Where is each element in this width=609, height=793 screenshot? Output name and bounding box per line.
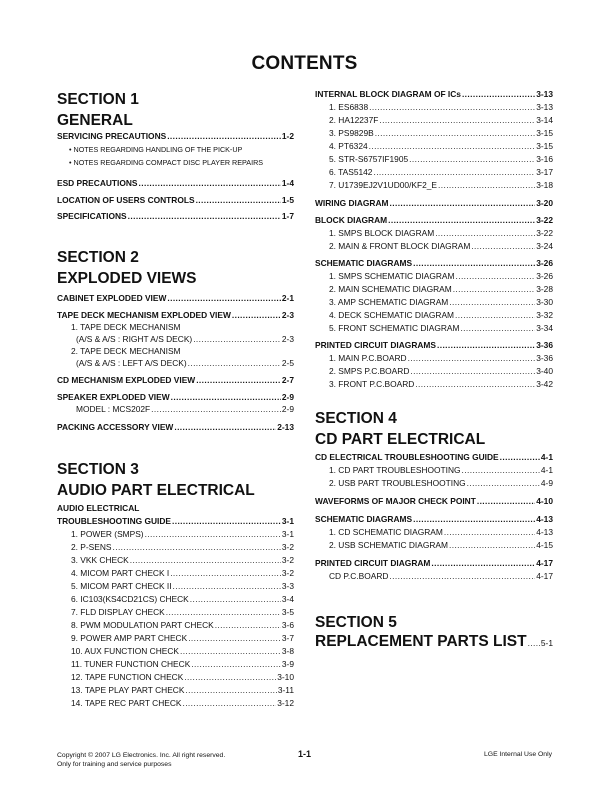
toc-subentry[interactable] [315, 310, 553, 321]
toc-subentry-label: 2. USB SCHEMATIC DIAGRAM [329, 540, 448, 550]
toc-entry-label: LOCATION OF USERS CONTROLS [57, 195, 195, 205]
toc-subentry-page: 3-18 [536, 180, 553, 190]
toc-subentry-page: 4-1 [540, 465, 553, 475]
toc-entry-page: 2-13 [277, 422, 294, 432]
toc-subentry-page: 3-28 [536, 284, 553, 294]
toc-subentry-label: MODEL : MCS202F [76, 404, 151, 414]
toc-subentry[interactable] [315, 154, 553, 165]
toc-subentry[interactable] [57, 404, 294, 415]
toc-subentry-page: 3-3 [281, 581, 294, 591]
toc-subentry-page: 4-17 [536, 571, 553, 581]
toc-subentry[interactable] [315, 527, 553, 538]
page-number: 1-1 [297, 749, 311, 759]
toc-entry-label: PRINTED CIRCUIT DIAGRAMS [315, 340, 436, 350]
toc-entry-page: 1-4 [281, 178, 294, 188]
toc-subentry-label: 5. STR-S6757IF1905 [329, 154, 409, 164]
training-text: Only for training and service purposes [57, 761, 172, 768]
toc-subentry-label: 11. TUNER FUNCTION CHECK [71, 659, 191, 669]
toc-entry[interactable] [57, 422, 294, 433]
toc-entry-page: 5-1 [540, 638, 553, 648]
toc-entry-label: TROUBLESHOOTING GUIDE [57, 516, 171, 526]
toc-entry-page: 4-1 [540, 452, 553, 462]
toc-subentry-page: 3-32 [536, 310, 553, 320]
section-2-title: EXPLODED VIEWS [57, 270, 197, 287]
toc-subentry-label: 10. AUX FUNCTION CHECK [71, 646, 179, 656]
toc-subentry-page: 4-15 [536, 540, 553, 550]
toc-entry[interactable] [57, 178, 294, 189]
toc-subentry-page: 3-16 [536, 154, 553, 164]
toc-subentry-page: 3-42 [536, 379, 553, 389]
toc-entry[interactable] [57, 131, 294, 142]
toc-entry [57, 503, 294, 514]
toc-subentry-page: 3-8 [281, 646, 294, 656]
toc-subentry-page: 3-13 [536, 102, 553, 112]
toc-entry-label: AUDIO ELECTRICAL [57, 503, 140, 513]
toc-entry-label: SCHEMATIC DIAGRAMS [315, 258, 413, 268]
toc-entry[interactable] [315, 258, 553, 269]
toc-subentry[interactable] [315, 297, 553, 308]
toc-subentry[interactable] [315, 167, 553, 178]
toc-subentry[interactable] [57, 334, 294, 345]
toc-subentry-label: 5. MICOM PART CHECK II [71, 581, 172, 591]
toc-subentry-label: 2. HA12237F [329, 115, 379, 125]
toc-entry-label: PACKING ACCESSORY VIEW [57, 422, 174, 432]
toc-subentry-page: 3-30 [536, 297, 553, 307]
toc-subentry-label: 13. TAPE PLAY PART CHECK [71, 685, 185, 695]
toc-entry-label: ESD PRECAUTIONS [57, 178, 138, 188]
toc-entry[interactable] [315, 198, 553, 209]
toc-subentry[interactable] [57, 607, 294, 618]
toc-entry[interactable] [315, 340, 553, 351]
toc-subentry-page: 3-15 [536, 141, 553, 151]
toc-subentry-page: 3-5 [281, 607, 294, 617]
toc-entry-page: 2-7 [281, 375, 294, 385]
toc-entry-label: TAPE DECK MECHANISM EXPLODED VIEW [57, 310, 231, 320]
toc-subentry[interactable] [315, 141, 553, 152]
toc-subentry[interactable] [57, 659, 294, 670]
toc-subentry-label: CD P.C.BOARD [329, 571, 389, 581]
toc-entry-label: SPECIFICATIONS [57, 211, 127, 221]
toc-subentry-label: 1. MAIN P.C.BOARD [329, 353, 407, 363]
toc-subentry-page: 2-9 [281, 404, 294, 414]
toc-subentry[interactable] [57, 672, 294, 683]
toc-subentry-page: 3-26 [536, 271, 553, 281]
toc-subentry[interactable] [57, 568, 294, 579]
toc-subentry[interactable] [315, 128, 553, 139]
toc-subentry-label: 9. POWER AMP PART CHECK [71, 633, 188, 643]
toc-entry-page: 3-13 [536, 89, 553, 99]
toc-subentry[interactable] [315, 478, 553, 489]
toc-subentry-page: 2-5 [281, 358, 294, 368]
section-4-number: SECTION 4 [315, 410, 397, 427]
toc-subentry-page: 4-9 [540, 478, 553, 488]
toc-entry[interactable] [57, 211, 294, 222]
toc-subentry-label: 6. TAS5142 [329, 167, 373, 177]
internal-use-note: LGE Internal Use Only [484, 751, 552, 758]
toc-entry[interactable] [315, 558, 553, 569]
toc-entry-label: SPEAKER EXPLODED VIEW [57, 392, 170, 402]
toc-subentry-label: 2. USB PART TROUBLESHOOTING [329, 478, 466, 488]
toc-subentry[interactable] [315, 465, 553, 476]
toc-entry[interactable] [315, 633, 553, 650]
section-2-heading [57, 247, 294, 289]
section-5-number: SECTION 5 [315, 614, 397, 631]
toc-entry-label: CABINET EXPLODED VIEW [57, 293, 167, 303]
toc-entry-page: 3-22 [536, 215, 553, 225]
section-5-title: REPLACEMENT PARTS LIST [315, 633, 527, 650]
toc-entry[interactable] [315, 452, 553, 463]
toc-subentry-page: 3-2 [281, 542, 294, 552]
toc-subentry[interactable] [57, 529, 294, 540]
toc-subentry[interactable] [315, 180, 553, 191]
toc-subentry-label: 3. PS9829B [329, 128, 374, 138]
toc-entry[interactable] [315, 89, 553, 100]
toc-entry[interactable] [57, 293, 294, 304]
toc-subentry[interactable] [57, 555, 294, 566]
toc-subentry-label: (A/S & A/S : LEFT A/S DECK) [76, 358, 187, 368]
section-3-number: SECTION 3 [57, 461, 139, 478]
toc-entry-page: 3-1 [281, 516, 294, 526]
toc-subentry-page: 2-3 [281, 334, 294, 344]
toc-subentry-label: 1. TAPE DECK MECHANISM [71, 322, 181, 332]
toc-subentry-label: 5. FRONT SCHEMATIC DIAGRAM [329, 323, 460, 333]
section-1-number: SECTION 1 [57, 91, 139, 108]
toc-entry[interactable] [315, 215, 553, 226]
toc-entry-label: WAVEFORMS OF MAJOR CHECK POINT [315, 496, 476, 506]
toc-subentry-page: 3-24 [536, 241, 553, 251]
toc-entry-page: 2-9 [281, 392, 294, 402]
toc-subentry[interactable] [315, 323, 553, 334]
toc-subentry[interactable] [57, 542, 294, 553]
toc-subentry [57, 346, 294, 357]
toc-subentry-label: 2. MAIN SCHEMATIC DIAGRAM [329, 284, 452, 294]
toc-subentry-page: 3-2 [281, 555, 294, 565]
toc-subentry-label: 7. FLD DISPLAY CHECK [71, 607, 165, 617]
toc-entry-page: 2-3 [281, 310, 294, 320]
toc-entry-label: CD MECHANISM EXPLODED VIEW [57, 375, 196, 385]
toc-subentry[interactable] [57, 620, 294, 631]
toc-entry-label: SERVICING PRECAUTIONS [57, 131, 167, 141]
section-5-heading [315, 612, 553, 633]
toc-subentry-label: 3. AMP SCHEMATIC DIAGRAM [329, 297, 449, 307]
toc-note-label: • NOTES REGARDING HANDLING OF THE PICK-UP [69, 145, 243, 154]
toc-subentry[interactable] [315, 366, 553, 377]
toc-entry-page: 3-36 [536, 340, 553, 350]
toc-subentry-label: 2. TAPE DECK MECHANISM [71, 346, 181, 356]
toc-subentry-page: 3-4 [281, 594, 294, 604]
section-1-title: GENERAL [57, 112, 133, 129]
toc-entry-label: INTERNAL BLOCK DIAGRAM OF ICs [315, 89, 461, 99]
toc-subentry-label: (A/S & A/S : RIGHT A/S DECK) [76, 334, 193, 344]
section-3-title: AUDIO PART ELECTRICAL [57, 482, 255, 499]
toc-subentry-page: 3-36 [536, 353, 553, 363]
toc-subentry-page: 4-13 [536, 527, 553, 537]
toc-subentry-page: 3-34 [536, 323, 553, 333]
toc-entry-page: 1-7 [281, 211, 294, 221]
toc-subentry [57, 322, 294, 333]
toc-entry-page: 4-10 [536, 496, 553, 506]
toc-subentry[interactable] [57, 358, 294, 369]
toc-subentry-page: 3-1 [281, 529, 294, 539]
toc-subentry-page: 3-15 [536, 128, 553, 138]
toc-subentry-page: 3-14 [536, 115, 553, 125]
toc-subentry-label: 4. DECK SCHEMATIC DIAGRAM [329, 310, 455, 320]
toc-subentry-label: 4. PT6324 [329, 141, 368, 151]
toc-subentry-label: 1. SMPS BLOCK DIAGRAM [329, 228, 435, 238]
toc-note-label: • NOTES REGARDING COMPACT DISC PLAYER REPAIRS [69, 158, 264, 167]
toc-subentry-label: 1. CD SCHEMATIC DIAGRAM [329, 527, 443, 537]
toc-subentry[interactable] [315, 241, 553, 252]
toc-note [57, 157, 294, 168]
toc-subentry-page: 3-11 [277, 685, 294, 695]
toc-entry[interactable] [57, 310, 294, 321]
toc-subentry-page: 3-40 [536, 366, 553, 376]
toc-entry[interactable] [57, 392, 294, 403]
page-title: CONTENTS [251, 53, 358, 74]
toc-entry-label: BLOCK DIAGRAM [315, 215, 388, 225]
toc-subentry-label: 2. MAIN & FRONT BLOCK DIAGRAM [329, 241, 471, 251]
toc-entry-page: 1-5 [281, 195, 294, 205]
toc-entry-page: 2-1 [281, 293, 294, 303]
toc-entry-label: SCHEMATIC DIAGRAMS [315, 514, 413, 524]
copyright-text: Copyright © 2007 LG Electronics. Inc. All right reserved. [57, 752, 226, 759]
toc-subentry-page: 3-12 [277, 698, 294, 708]
section-1-heading [57, 89, 294, 131]
toc-subentry[interactable] [315, 571, 553, 582]
toc-subentry-label: 1. CD PART TROUBLESHOOTING [329, 465, 461, 475]
toc-subentry[interactable] [57, 633, 294, 644]
toc-subentry-label: 1. ES6838 [329, 102, 369, 112]
toc-subentry-page: 3-6 [281, 620, 294, 630]
toc-entry[interactable] [315, 496, 553, 507]
toc-subentry[interactable] [57, 698, 294, 709]
toc-entry[interactable] [315, 514, 553, 525]
toc-subentry[interactable] [315, 271, 553, 282]
toc-entry[interactable] [57, 195, 294, 206]
toc-subentry[interactable] [57, 594, 294, 605]
toc-subentry[interactable] [57, 581, 294, 592]
toc-entry-label: PRINTED CIRCUIT DIAGRAM [315, 558, 431, 568]
toc-entry-page: 3-20 [536, 198, 553, 208]
toc-subentry-page: 3-10 [277, 672, 294, 682]
toc-subentry-label: 12. TAPE FUNCTION CHECK [71, 672, 184, 682]
toc-subentry[interactable] [315, 379, 553, 390]
toc-subentry-page: 3-17 [536, 167, 553, 177]
toc-subentry-label: 1. SMPS SCHEMATIC DIAGRAM [329, 271, 455, 281]
toc-entry-page: 4-17 [536, 558, 553, 568]
toc-subentry[interactable] [315, 540, 553, 551]
section-3-heading [57, 459, 294, 501]
toc-subentry-label: 14. TAPE REC PART CHECK [71, 698, 182, 708]
toc-entry-page: 3-26 [536, 258, 553, 268]
section-4-heading [315, 408, 553, 450]
toc-subentry[interactable] [57, 685, 294, 696]
toc-subentry-label: 1. POWER (SMPS) [71, 529, 144, 539]
toc-subentry-label: 8. PWM MODULATION PART CHECK [71, 620, 214, 630]
toc-subentry-label: 2. SMPS P.C.BOARD [329, 366, 410, 376]
toc-entry[interactable] [57, 375, 294, 386]
toc-subentry[interactable] [57, 646, 294, 657]
toc-subentry-page: 3-9 [281, 659, 294, 669]
toc-subentry-page: 3-2 [281, 568, 294, 578]
toc-entry[interactable] [57, 516, 294, 527]
toc-subentry-label: 4. MICOM PART CHECK I [71, 568, 170, 578]
toc-subentry-label: 3. VKK CHECK [71, 555, 129, 565]
toc-entry-label: WIRING DIAGRAM [315, 198, 389, 208]
toc-entry-page: 4-13 [536, 514, 553, 524]
section-4-title: CD PART ELECTRICAL [315, 431, 486, 448]
toc-subentry[interactable] [315, 228, 553, 239]
toc-subentry[interactable] [315, 353, 553, 364]
toc-entry-page: 1-2 [281, 131, 294, 141]
toc-subentry-label: 3. FRONT P.C.BOARD [329, 379, 415, 389]
toc-note [57, 144, 294, 155]
toc-subentry-label: 7. U1739EJ2V1UD00/KF2_E [329, 180, 438, 190]
toc-subentry-label: 2. P-SENS [71, 542, 112, 552]
section-2-number: SECTION 2 [57, 249, 139, 266]
toc-subentry[interactable] [315, 284, 553, 295]
toc-subentry-label: 6. IC103(KS4CD21CS) CHECK [71, 594, 189, 604]
toc-entry-label: CD ELECTRICAL TROUBLESHOOTING GUIDE [315, 452, 499, 462]
toc-subentry[interactable] [315, 115, 553, 126]
toc-subentry-page: 3-22 [536, 228, 553, 238]
toc-subentry[interactable] [315, 102, 553, 113]
toc-subentry-page: 3-7 [281, 633, 294, 643]
